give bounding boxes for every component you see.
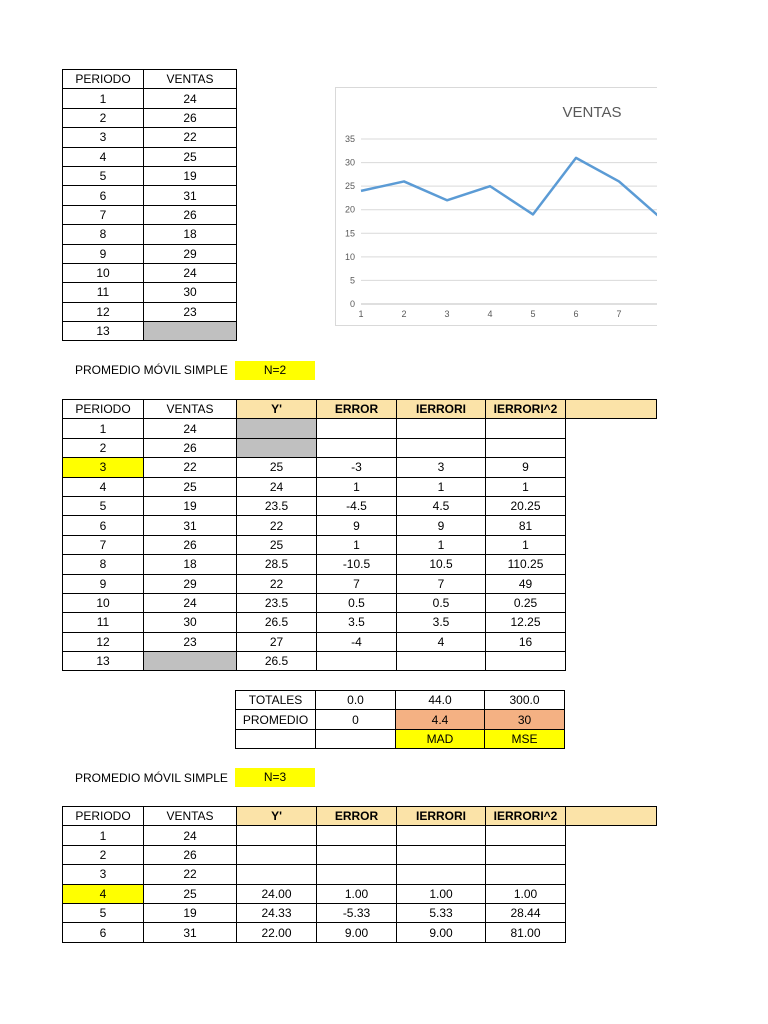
error-cell: -4 — [317, 632, 397, 651]
abs-error-cell: 10.5 — [397, 555, 486, 574]
sq-error-cell: 81.00 — [486, 923, 566, 942]
periodo-cell: 3 — [63, 458, 144, 477]
abs-error-cell: 4 — [397, 632, 486, 651]
totales-row — [236, 691, 565, 710]
ventas-cell — [144, 322, 237, 341]
table-row — [63, 845, 657, 864]
x-tick-label: 7 — [616, 309, 622, 319]
col-header-y-prime: Y' — [237, 400, 317, 419]
table-row — [63, 205, 237, 224]
table-row — [63, 263, 237, 282]
forecast-cell: 28.5 — [237, 555, 317, 574]
table-row — [63, 865, 657, 884]
table-row — [63, 884, 657, 903]
table-row — [63, 322, 237, 341]
ventas-cell: 26 — [144, 535, 237, 554]
sq-error-cell — [486, 438, 566, 457]
periodo-cell: 8 — [63, 225, 144, 244]
periodo-cell: 2 — [63, 438, 144, 457]
periodo-cell: 4 — [63, 884, 144, 903]
ventas-cell: 26 — [144, 108, 237, 127]
table-row — [63, 535, 657, 554]
abs-error-cell: 1 — [397, 535, 486, 554]
error-cell — [317, 845, 397, 864]
error-cell: 1 — [317, 477, 397, 496]
n3-badge: N=3 — [235, 768, 315, 787]
periodo-cell: 2 — [63, 108, 144, 127]
periodo-cell: 7 — [63, 205, 144, 224]
ventas-cell: 26 — [144, 205, 237, 224]
abs-error-cell: 3.5 — [397, 613, 486, 632]
totales-label: TOTALES — [236, 691, 316, 710]
table-row — [63, 632, 657, 651]
blank-cell — [566, 903, 657, 922]
blank-cell — [566, 845, 657, 864]
periodo-cell: 2 — [63, 845, 144, 864]
col-header-periodo: PERIODO — [63, 400, 144, 419]
sq-error-cell: 81 — [486, 516, 566, 535]
ventas-cell: 26 — [144, 438, 237, 457]
x-tick-label: 5 — [530, 309, 536, 319]
table-row — [63, 496, 657, 515]
blank-cell — [566, 632, 657, 651]
ventas-cell: 22 — [144, 128, 237, 147]
sq-error-cell: 0.25 — [486, 593, 566, 612]
sq-error-total: 300.0 — [485, 691, 565, 710]
sq-error-cell — [486, 845, 566, 864]
table-row — [63, 438, 657, 457]
ventas-cell: 25 — [144, 884, 237, 903]
forecast-cell: 22.00 — [237, 923, 317, 942]
blank-cell — [566, 458, 657, 477]
table-row — [63, 186, 237, 205]
blank-cell — [566, 884, 657, 903]
blank-cell — [566, 535, 657, 554]
col-header-ventas: VENTAS — [144, 70, 237, 89]
sq-error-cell: 1.00 — [486, 884, 566, 903]
sq-error-cell: 20.25 — [486, 496, 566, 515]
blank-cell — [566, 826, 657, 845]
sq-error-cell: 12.25 — [486, 613, 566, 632]
periodo-cell: 6 — [63, 186, 144, 205]
periodo-cell: 1 — [63, 89, 144, 108]
col-header-ventas: VENTAS — [144, 807, 237, 826]
chart-title: VENTAS — [562, 104, 622, 121]
x-tick-label: 1 — [358, 309, 364, 319]
periodo-cell: 7 — [63, 535, 144, 554]
ventas-cell: 25 — [144, 147, 237, 166]
error-cell — [317, 826, 397, 845]
periodo-cell: 10 — [63, 593, 144, 612]
x-tick-label: 6 — [573, 309, 579, 319]
periodo-cell: 13 — [63, 652, 144, 671]
ventas-cell: 30 — [144, 283, 237, 302]
promedio-label: PROMEDIO — [236, 710, 316, 729]
sq-error-cell: 110.25 — [486, 555, 566, 574]
sq-error-cell: 1 — [486, 477, 566, 496]
forecast-cell: 27 — [237, 632, 317, 651]
periodo-cell: 1 — [63, 419, 144, 438]
col-header-ventas: VENTAS — [144, 400, 237, 419]
sq-error-cell — [486, 826, 566, 845]
forecast-cell — [237, 865, 317, 884]
ventas-cell: 29 — [144, 244, 237, 263]
table-row — [63, 128, 237, 147]
forecast-cell: 23.5 — [237, 496, 317, 515]
blank-cell — [566, 923, 657, 942]
error-promedio: 0 — [316, 710, 396, 729]
y-tick-label: 15 — [344, 228, 355, 239]
error-cell: -10.5 — [317, 555, 397, 574]
sq-error-cell: 49 — [486, 574, 566, 593]
ventas-cell: 19 — [144, 496, 237, 515]
sq-error-cell — [486, 865, 566, 884]
abs-error-cell: 1.00 — [397, 884, 486, 903]
forecast-cell: 22 — [237, 574, 317, 593]
y-tick-label: 30 — [344, 157, 355, 168]
error-cell: -3 — [317, 458, 397, 477]
abs-error-cell: 4.5 — [397, 496, 486, 515]
ventas-cell: 31 — [144, 516, 237, 535]
y-tick-label: 35 — [344, 134, 355, 144]
ventas-cell: 30 — [144, 613, 237, 632]
blank-cell — [566, 496, 657, 515]
mse-value: 30 — [485, 710, 565, 729]
periodo-cell: 11 — [63, 283, 144, 302]
forecast-cell: 26.5 — [237, 652, 317, 671]
mad-value: 4.4 — [396, 710, 485, 729]
blank-cell — [566, 574, 657, 593]
ventas-cell — [144, 652, 237, 671]
table-row — [63, 244, 237, 263]
sq-error-cell: 28.44 — [486, 903, 566, 922]
abs-error-cell: 7 — [397, 574, 486, 593]
error-cell: 1 — [317, 535, 397, 554]
ventas-cell: 26 — [144, 845, 237, 864]
ventas-cell: 24 — [144, 826, 237, 845]
col-header-periodo: PERIODO — [63, 70, 144, 89]
table-row — [63, 826, 657, 845]
col-header-blank — [566, 807, 657, 826]
forecast-cell — [237, 419, 317, 438]
table-header-row — [63, 70, 237, 89]
ventas-cell: 22 — [144, 865, 237, 884]
blank-cell — [566, 516, 657, 535]
table-row — [63, 458, 657, 477]
ventas-cell: 24 — [144, 263, 237, 282]
table-row — [63, 652, 657, 671]
x-tick-label: 4 — [487, 309, 493, 319]
forecast-cell: 24 — [237, 477, 317, 496]
forecast-cell: 25 — [237, 458, 317, 477]
table-row — [63, 593, 657, 612]
col-header-sq-error: IERRORI^2 — [486, 807, 566, 826]
error-cell — [317, 438, 397, 457]
ventas-cell: 25 — [144, 477, 237, 496]
table-row — [63, 147, 237, 166]
blank-cell — [566, 419, 657, 438]
abs-error-cell — [397, 865, 486, 884]
error-cell: 0.5 — [317, 593, 397, 612]
abs-error-cell — [397, 419, 486, 438]
forecast-cell: 25 — [237, 535, 317, 554]
empty-cell — [236, 729, 316, 748]
forecast-cell: 22 — [237, 516, 317, 535]
x-tick-label: 3 — [444, 309, 450, 319]
forecast-cell: 24.33 — [237, 903, 317, 922]
periodo-cell: 4 — [63, 147, 144, 166]
blank-cell — [566, 652, 657, 671]
table-row — [63, 166, 237, 185]
forecast-cell — [237, 826, 317, 845]
col-header-error: ERROR — [317, 807, 397, 826]
ventas-cell: 19 — [144, 166, 237, 185]
ventas-cell: 18 — [144, 555, 237, 574]
ventas-cell: 31 — [144, 923, 237, 942]
x-tick-label: 2 — [401, 309, 407, 319]
periodo-cell: 6 — [63, 516, 144, 535]
chart-canvas — [336, 88, 657, 325]
ventas-cell: 24 — [144, 89, 237, 108]
ventas-cell: 31 — [144, 186, 237, 205]
ventas-line-chart — [335, 87, 657, 326]
mad-label: MAD — [396, 729, 485, 748]
table-header-row — [63, 400, 657, 419]
col-header-periodo: PERIODO — [63, 807, 144, 826]
table-row — [63, 516, 657, 535]
table-row — [63, 555, 657, 574]
y-tick-label: 10 — [344, 251, 355, 262]
forecast-cell: 24.00 — [237, 884, 317, 903]
periodo-cell: 4 — [63, 477, 144, 496]
blank-cell — [566, 555, 657, 574]
periodo-cell: 13 — [63, 322, 144, 341]
blank-cell — [566, 865, 657, 884]
periodo-cell: 9 — [63, 574, 144, 593]
periodo-cell: 5 — [63, 166, 144, 185]
table-row — [63, 419, 657, 438]
sq-error-cell — [486, 652, 566, 671]
table-row — [63, 108, 237, 127]
forecast-cell — [237, 845, 317, 864]
col-header-abs-error: IERRORI — [397, 400, 486, 419]
moving-average-n3-table — [62, 806, 657, 943]
col-header-sq-error: IERRORI^2 — [486, 400, 566, 419]
periodo-cell: 1 — [63, 826, 144, 845]
forecast-cell: 23.5 — [237, 593, 317, 612]
error-cell — [317, 419, 397, 438]
ventas-cell: 23 — [144, 632, 237, 651]
abs-error-cell: 0.5 — [397, 593, 486, 612]
abs-error-cell: 5.33 — [397, 903, 486, 922]
y-tick-label: 5 — [349, 275, 355, 286]
periodo-cell: 11 — [63, 613, 144, 632]
abs-error-cell — [397, 845, 486, 864]
periodo-cell: 3 — [63, 865, 144, 884]
error-cell: -5.33 — [317, 903, 397, 922]
table-row — [63, 89, 237, 108]
table-row — [63, 302, 237, 321]
n2-badge: N=2 — [235, 361, 315, 380]
col-header-y-prime: Y' — [237, 807, 317, 826]
blank-cell — [566, 438, 657, 457]
moving-average-n2-table — [62, 399, 657, 671]
abs-error-cell: 1 — [397, 477, 486, 496]
ventas-cell: 29 — [144, 574, 237, 593]
table-row — [63, 903, 657, 922]
error-cell: 9 — [317, 516, 397, 535]
section-title-n3: PROMEDIO MÓVIL SIMPLE — [75, 771, 228, 785]
periodo-cell: 8 — [63, 555, 144, 574]
periodo-cell: 5 — [63, 903, 144, 922]
metric-label-row — [236, 729, 565, 748]
error-summary-table — [235, 690, 565, 749]
sq-error-cell: 1 — [486, 535, 566, 554]
periodo-cell: 3 — [63, 128, 144, 147]
table-row — [63, 613, 657, 632]
table-row — [63, 923, 657, 942]
abs-error-cell — [397, 652, 486, 671]
error-cell — [317, 652, 397, 671]
error-cell — [317, 865, 397, 884]
periodo-cell: 10 — [63, 263, 144, 282]
ventas-cell: 22 — [144, 458, 237, 477]
ventas-cell: 24 — [144, 593, 237, 612]
empty-cell — [316, 729, 396, 748]
ventas-cell: 18 — [144, 225, 237, 244]
periodo-cell: 5 — [63, 496, 144, 515]
forecast-cell: 26.5 — [237, 613, 317, 632]
error-total: 0.0 — [316, 691, 396, 710]
col-header-blank — [566, 400, 657, 419]
periodo-cell: 9 — [63, 244, 144, 263]
sq-error-cell: 9 — [486, 458, 566, 477]
error-cell: 1.00 — [317, 884, 397, 903]
error-cell: -4.5 — [317, 496, 397, 515]
table-row — [63, 574, 657, 593]
promedio-row — [236, 710, 565, 729]
section-title-n2: PROMEDIO MÓVIL SIMPLE — [75, 363, 228, 377]
col-header-abs-error: IERRORI — [397, 807, 486, 826]
abs-error-cell — [397, 826, 486, 845]
forecast-cell — [237, 438, 317, 457]
sq-error-cell: 16 — [486, 632, 566, 651]
error-cell: 9.00 — [317, 923, 397, 942]
mse-label: MSE — [485, 729, 565, 748]
ventas-table — [62, 69, 237, 341]
ventas-cell: 23 — [144, 302, 237, 321]
blank-cell — [566, 593, 657, 612]
table-row — [63, 283, 237, 302]
blank-cell — [566, 477, 657, 496]
ventas-cell: 19 — [144, 903, 237, 922]
table-row — [63, 477, 657, 496]
periodo-cell: 12 — [63, 632, 144, 651]
error-cell: 3.5 — [317, 613, 397, 632]
abs-error-cell: 9.00 — [397, 923, 486, 942]
sq-error-cell — [486, 419, 566, 438]
blank-cell — [566, 613, 657, 632]
y-tick-label: 20 — [344, 204, 355, 215]
error-cell: 7 — [317, 574, 397, 593]
y-tick-label: 0 — [349, 299, 355, 309]
abs-error-cell: 3 — [397, 458, 486, 477]
table-header-row — [63, 807, 657, 826]
periodo-cell: 6 — [63, 923, 144, 942]
table-row — [63, 225, 237, 244]
abs-error-cell — [397, 438, 486, 457]
abs-error-total: 44.0 — [396, 691, 485, 710]
col-header-error: ERROR — [317, 400, 397, 419]
periodo-cell: 12 — [63, 302, 144, 321]
ventas-cell: 24 — [144, 419, 237, 438]
abs-error-cell: 9 — [397, 516, 486, 535]
y-tick-label: 25 — [344, 181, 355, 192]
